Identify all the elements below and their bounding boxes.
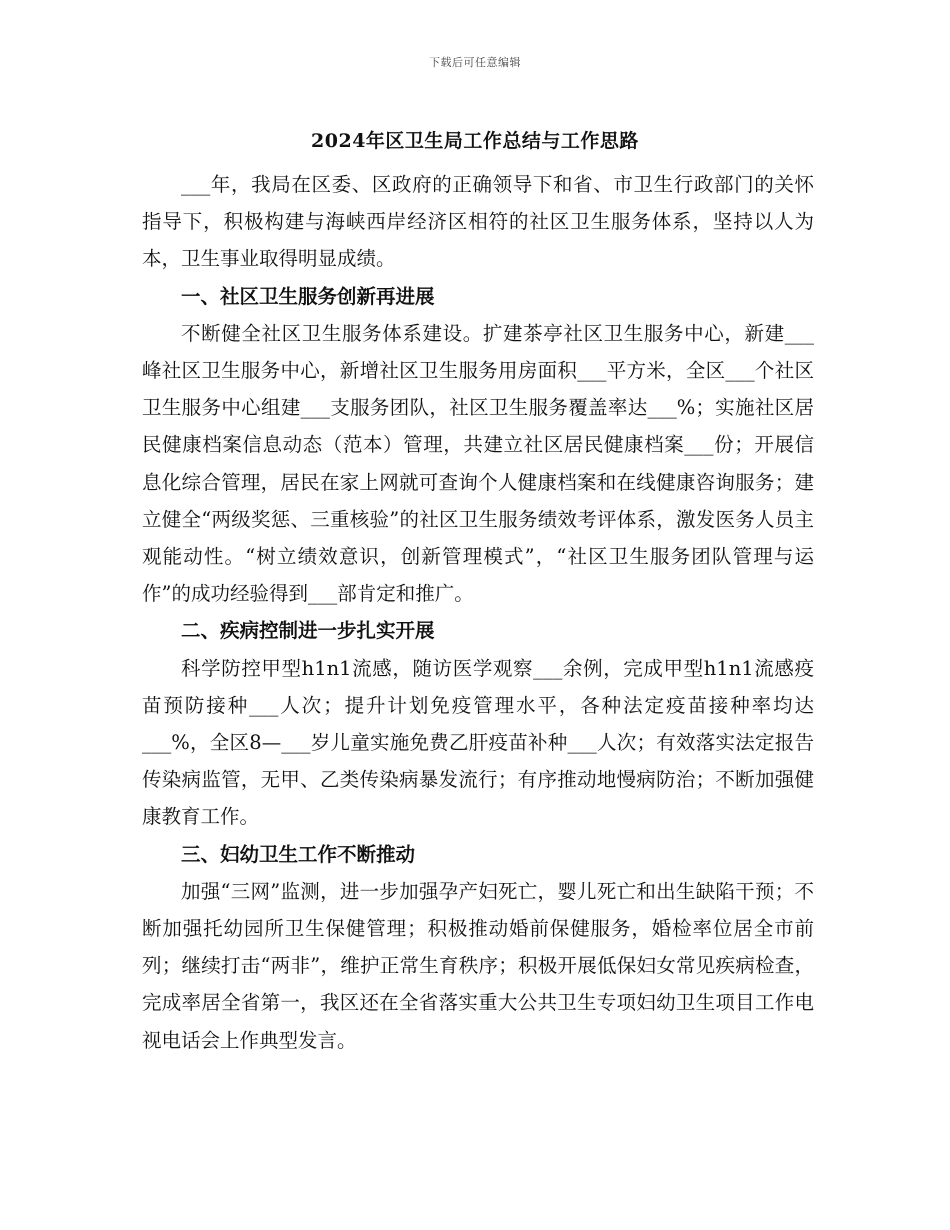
section-heading-1: 一、社区卫生服务创新再进展 xyxy=(181,284,435,308)
section-heading-3: 三、妇幼卫生工作不断推动 xyxy=(181,842,416,866)
section-heading-2: 二、疾病控制进一步扎实开展 xyxy=(181,619,435,643)
section-paragraph-1: 不断健全社区卫生服务体系建设。扩建茶亭社区卫生服务中心，新建___峰社区卫生服务中心，新增社区卫生服务用房面积___平方米，全区___个社区卫生服务中心组建___支服务团队，社区卫生服务覆盖率达___%；实施社区居民健康档案信息动态（范本）管理，共建立社区居民健康档案___份；开展信息化综合管理，居民在家上网就可查询个人健康档案和在线健康咨询服务；建立健全“两级奖惩、三重核验”的社区卫生服务绩效考评体系，激发医务人员主观能动性。“树立绩效意识，创新管理模式”，“社区卫生服务团队管理与运作”的成功经验得到___部肯定和推广。 xyxy=(142,321,814,606)
section-paragraph-2: 科学防控甲型h1n1流感，随访医学观察___余例，完成甲型h1n1流感疫苗预防接种___人次；提升计划免疫管理水平，各种法定疫苗接种率均达___%，全区8—___岁儿童实施免费乙肝疫苗补种___人次；有效落实法定报告传染病监管，无甲、乙类传染病暴发流行；有序推动地慢病防治；不断加强健康教育工作。 xyxy=(142,656,814,829)
header-note: 下载后可任意编辑 xyxy=(429,56,521,69)
document-body xyxy=(142,166,814,1059)
intro-paragraph: ___年，我局在区委、区政府的正确领导下和省、市卫生行政部门的关怀指导下，积极构建与海峡西岸经济区相符的社区卫生服务体系，坚持以人为本，卫生事业取得明显成绩。 xyxy=(142,173,814,271)
section-paragraph-3: 加强“三网”监测，进一步加强孕产妇死亡，婴儿死亡和出生缺陷干预；不断加强托幼园所卫生保健管理；积极推动婚前保健服务，婚检率位居全市前列；继续打击“两非”，维护正常生育秩序；积极开展低保妇女常见疾病检查，完成率居全省第一，我区还在全省落实重大公共卫生专项妇幼卫生项目工作电视电话会上作典型发言。 xyxy=(142,879,814,1052)
document-title: 2024年区卫生局工作总结与工作思路 xyxy=(311,130,639,152)
